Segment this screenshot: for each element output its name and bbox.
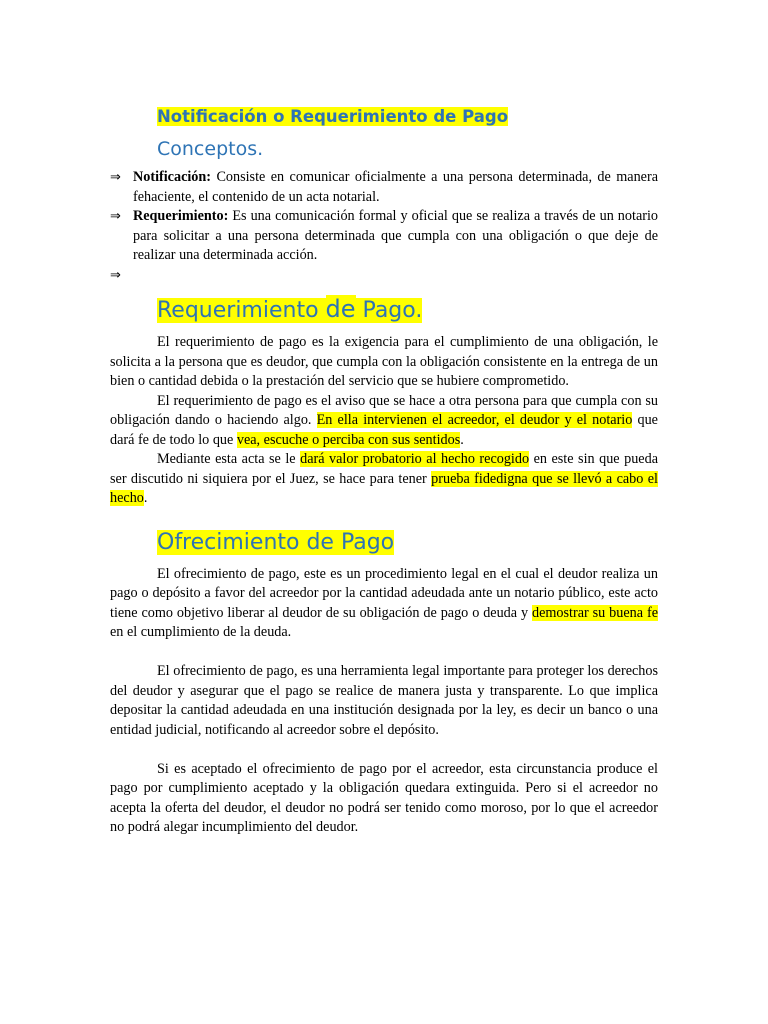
arrow-icon: ⇒ [110, 267, 121, 283]
concepts-list [110, 168, 658, 285]
term-requerimiento: Requerimiento: [133, 208, 229, 224]
list-item-notificacion [110, 168, 658, 207]
paragraph-requerimiento-1: El requerimiento de pago es la exigencia para el cumplimiento de una obligación, le solicita a la persona que es deudor, que cumpla con la obligación consistente en la entrega de un bien o cantidad debida o la prestación del servicio que se hubiere comprometido. [110, 334, 658, 389]
list-item-empty [110, 266, 658, 286]
definition-notificacion: Consiste en comunicar oficialmente a una persona determinada, de manera fehaciente, el contenido de un acta notarial. [133, 169, 658, 205]
definition-requerimiento: Es una comunicación formal y oficial que se realiza a través de un notario para solicitar a una persona determinada que cumpla con una obligación o que deje de realizar una determinada acción. [133, 208, 658, 263]
paragraph-ofrecimiento-2: El ofrecimiento de pago, es una herramienta legal importante para proteger los derechos del deudor y asegurar que el pago se realice de manera justa y transparente. Lo que implica depositar la cantidad adeudada en una institución designada por la ley, es decir un banco o una entidad judicial, notificando al acreedor sobre el depósito. [110, 663, 658, 738]
paragraph-requerimiento-3: Mediante esta acta se le dará valor probatorio al hecho recogido en este sin que pueda ser discutido ni siquiera por el Juez, se hace para tener prueba fidedigna que se llevó a cabo el hecho. [110, 451, 658, 506]
highlight: prueba fidedigna que se llevó a cabo el hecho [110, 470, 658, 506]
paragraph-ofrecimiento-3: Si es aceptado el ofrecimiento de pago por el acreedor, esta circunstancia produce el pago por cumplimiento aceptado y la obligación quedara extinguida. Pero si el acreedor no acepta la oferta del deudor, el deudor no podrá ser tenido como moroso, por lo que el acreedor no podrá alegar incumplimiento del deudor. [110, 760, 658, 835]
highlight: vea, escuche o perciba con sus sentidos [236, 431, 461, 448]
highlight: demostrar su buena fe [532, 604, 658, 621]
conceptos-heading: Conceptos. [157, 138, 264, 160]
highlight: En ella intervienen el acreedor, el deudor y el notario [316, 412, 633, 428]
arrow-icon: ⇒ [110, 209, 121, 224]
paragraph-ofrecimiento-1: El ofrecimiento de pago, este es un procedimiento legal en el cual el deudor realiza un pago o depósito a favor del acreedor por la cantidad adeudada ante un notario público, este acto tiene como objetivo liberar al deudor de su obligación de pago o deuda y demostrar su buena fe en el cumplimiento de la deuda. [110, 565, 658, 640]
list-item-requerimiento [110, 207, 658, 266]
highlight: dará valor probatorio al hecho recogido [300, 451, 530, 467]
section-heading-requerimiento: Requerimiento de Pago. [157, 295, 423, 323]
paragraph-requerimiento-2: El requerimiento de pago es el aviso que se hace a otra persona para que cumpla con su obligación dando o haciendo algo. En ella intervienen el acreedor, el deudor y el notario que dará fe de todo lo que vea, escuche o perciba con sus sentidos. [110, 392, 658, 448]
term-notificacion: Notificación: [133, 169, 212, 185]
document-title: Notificación o Requerimiento de Pago [157, 107, 509, 126]
arrow-icon: ⇒ [110, 170, 121, 185]
document-page [110, 104, 658, 838]
section-heading-ofrecimiento: Ofrecimiento de Pago [157, 529, 395, 555]
